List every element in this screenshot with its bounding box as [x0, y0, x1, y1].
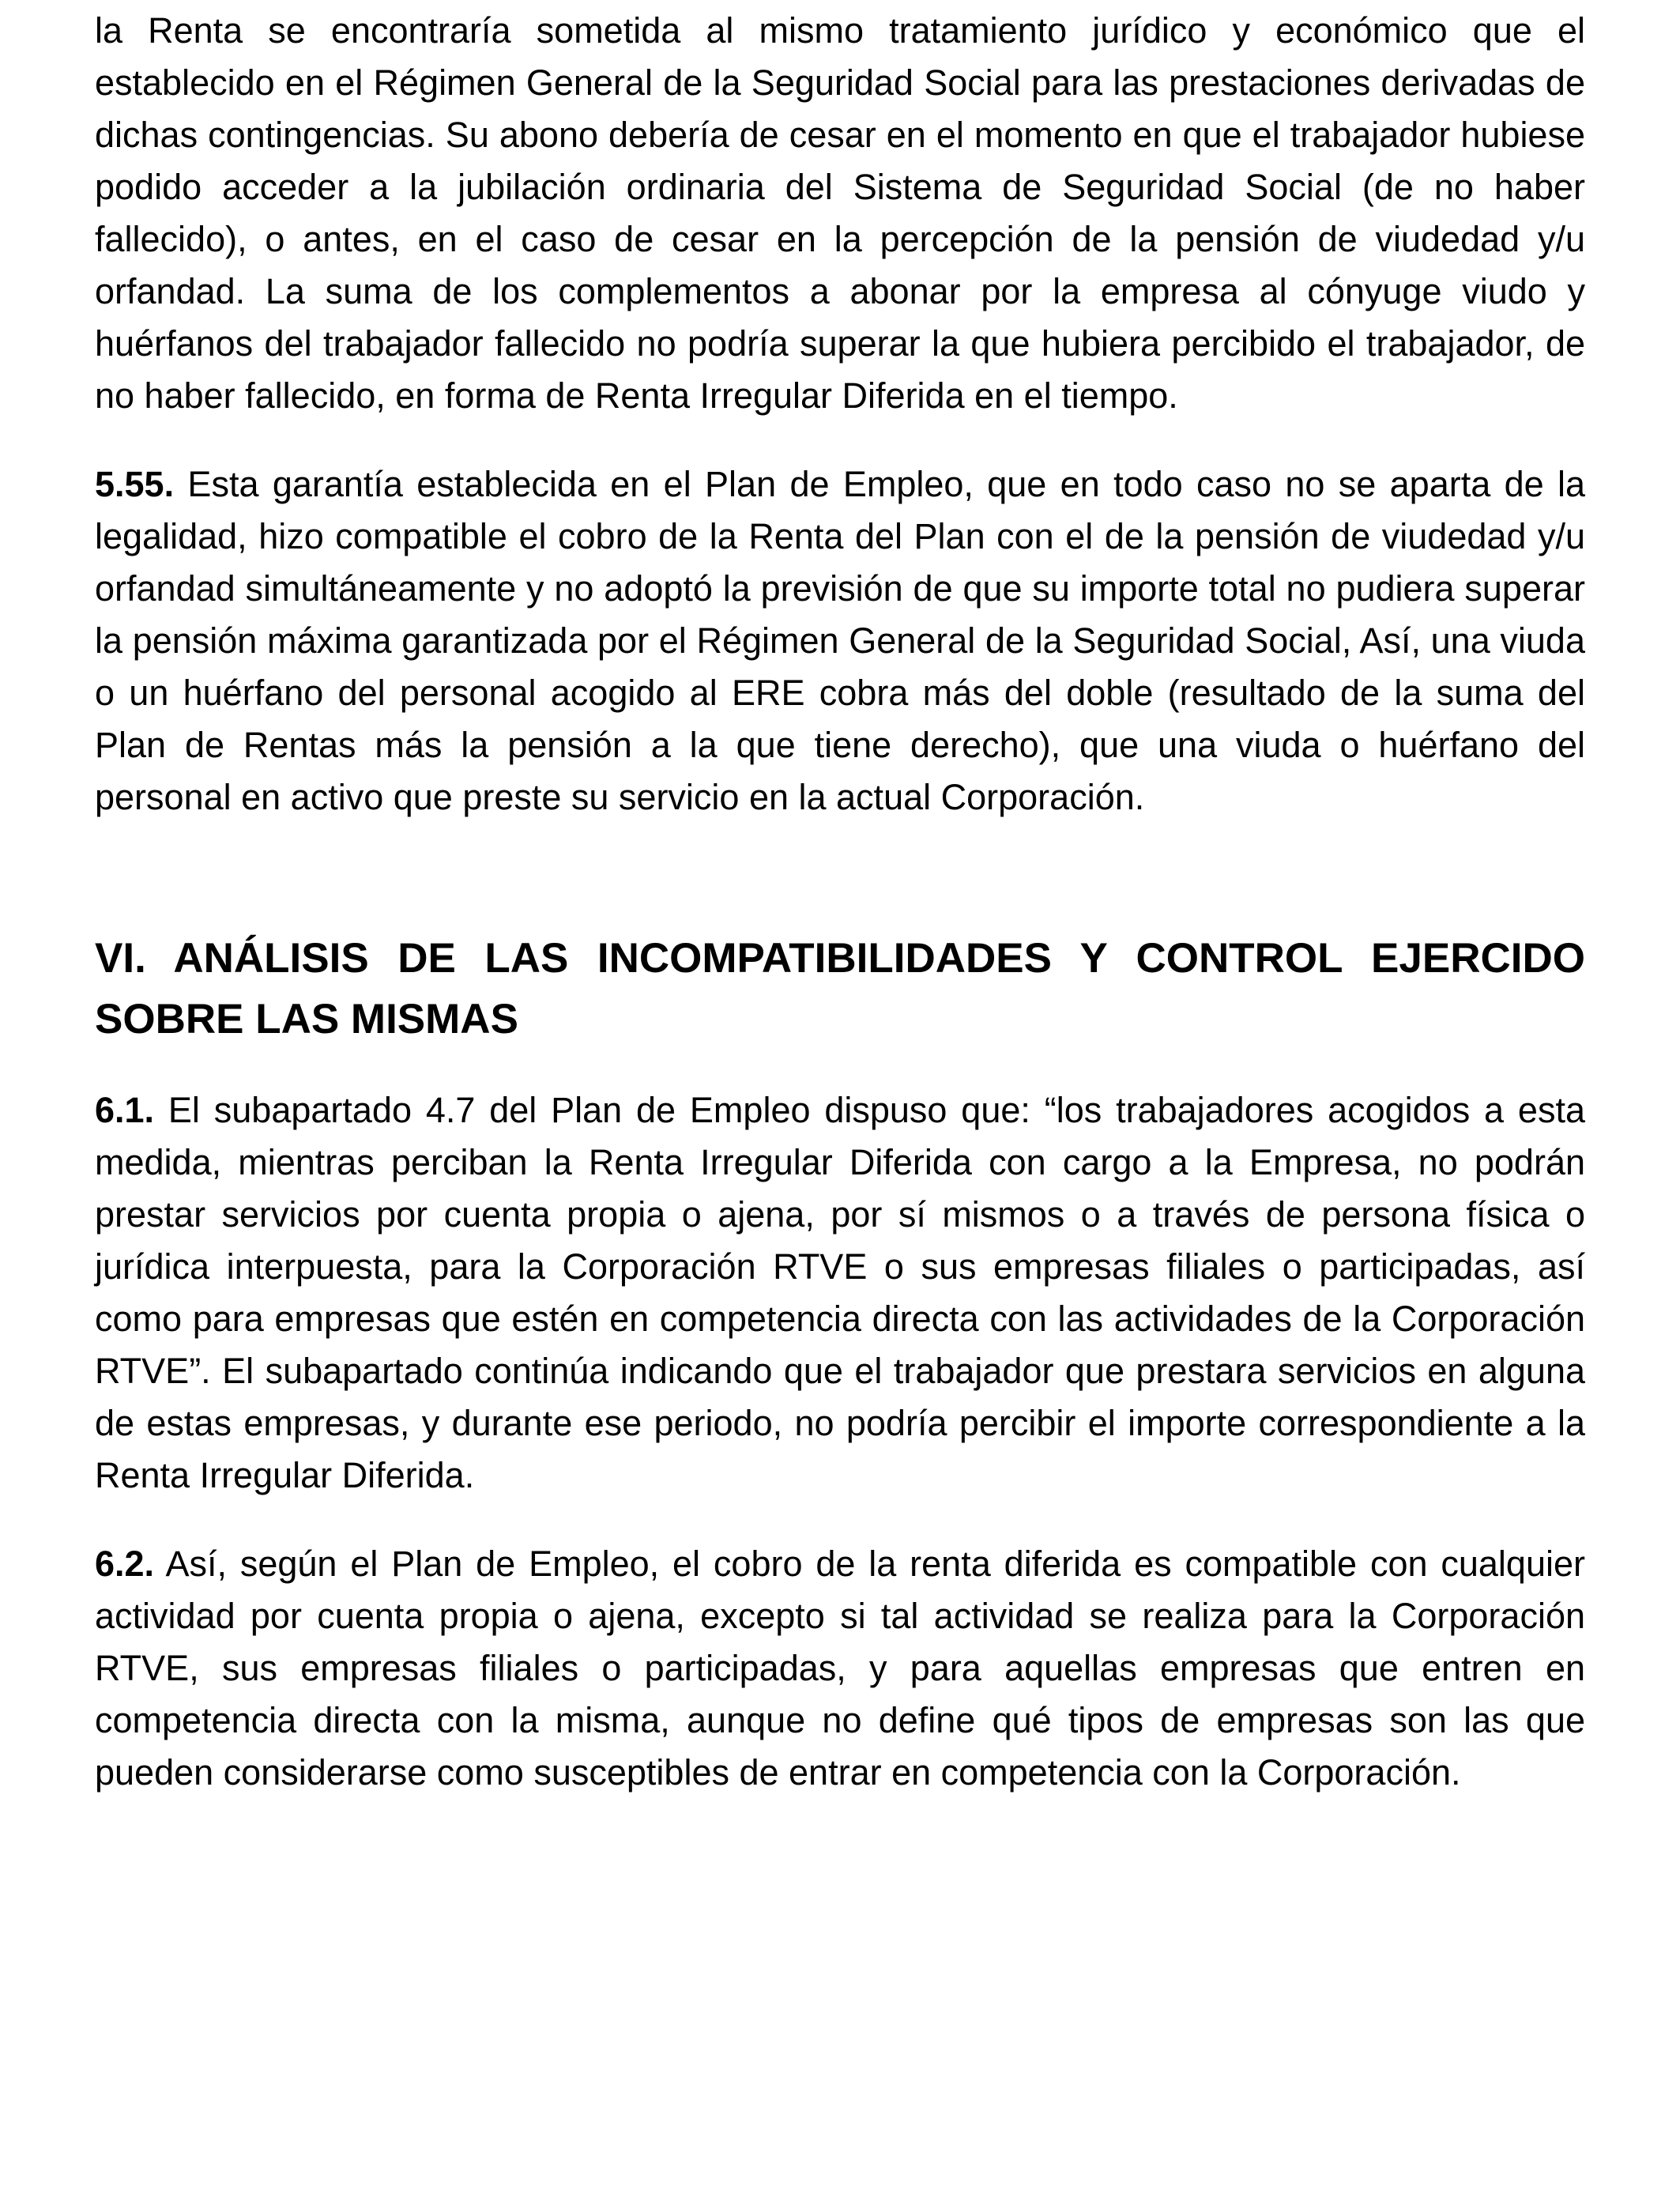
paragraph-6-2 — [95, 1538, 1585, 1799]
paragraph-5-55 — [95, 458, 1585, 824]
section-heading: VI. ANÁLISIS DE LAS INCOMPATIBILIDADES Y CONTROL EJERCIDO SOBRE LAS MISMAS — [95, 935, 1585, 1042]
paragraph-text: El subapartado 4.7 del Plan de Empleo dispuso que: “los trabajadores acogidos a esta medida, mientras perciban la Renta Irregular Diferida con cargo a la Empresa, no podrán prestar servicios por cuenta propia o ajena, por sí mismos o a través de persona física o jurídica interpuesta, para la Corporación RTVE o sus empresas filiales o participadas, así como para empresas que estén en competencia directa con las actividades de la Corporación RTVE”. El subapartado continúa indicando que el trabajador que prestara servicios en alguna de estas empresas, y durante ese periodo, no podría percibir el importe correspondiente a la Renta Irregular Diferida. — [95, 1090, 1585, 1495]
paragraph-6-1 — [95, 1084, 1585, 1502]
paragraph-number: 5.55. — [95, 464, 175, 504]
paragraph-text: Así, según el Plan de Empleo, el cobro de la renta diferida es compatible con cualquier actividad por cuenta propia o ajena, excepto si tal actividad se realiza para la Corporación RTVE, sus empresas filiales o participadas, y para aquellas empresas que entren en competencia directa con la misma, aunque no define qué tipos de empresas son las que pueden considerarse como susceptibles de entrar en competencia con la Corporación. — [95, 1544, 1585, 1793]
paragraph-text: Esta garantía establecida en el Plan de Empleo, que en todo caso no se aparta de la legalidad, hizo compatible el cobro de la Renta del Plan con el de la pensión de viudedad y/u orfandad simultáneamente y no adoptó la previsión de que su importe total no pudiera superar la pensión máxima garantizada por el Régimen General de la Seguridad Social, Así, una viuda o un huérfano del personal acogido al ERE cobra más del doble (resultado de la suma del Plan de Rentas más la pensión a la que tiene derecho), que una viuda o huérfano del personal en activo que preste su servicio en la actual Corporación. — [95, 464, 1585, 817]
paragraph-number: 6.2. — [95, 1544, 155, 1584]
paragraph-text: la Renta se encontraría sometida al mismo tratamiento jurídico y económico que el establecido en el Régimen General de la Seguridad Social para las prestaciones derivadas de dichas contingencias. Su abono debería de cesar en el momento en que el trabajador hubiese podido acceder a la jubilación ordinaria del Sistema de Seguridad Social (de no haber fallecido), o antes, en el caso de cesar en la percepción de la pensión de viudedad y/u orfandad. La suma de los complementos a abonar por la empresa al cónyuge viudo y huérfanos del trabajador fallecido no podría superar la que hubiera percibido el trabajador, de no haber fallecido, en forma de Renta Irregular Diferida en el tiempo. — [95, 10, 1585, 416]
document-page — [95, 0, 1585, 1799]
paragraph-continuation — [95, 5, 1585, 422]
paragraph-number: 6.1. — [95, 1090, 155, 1130]
